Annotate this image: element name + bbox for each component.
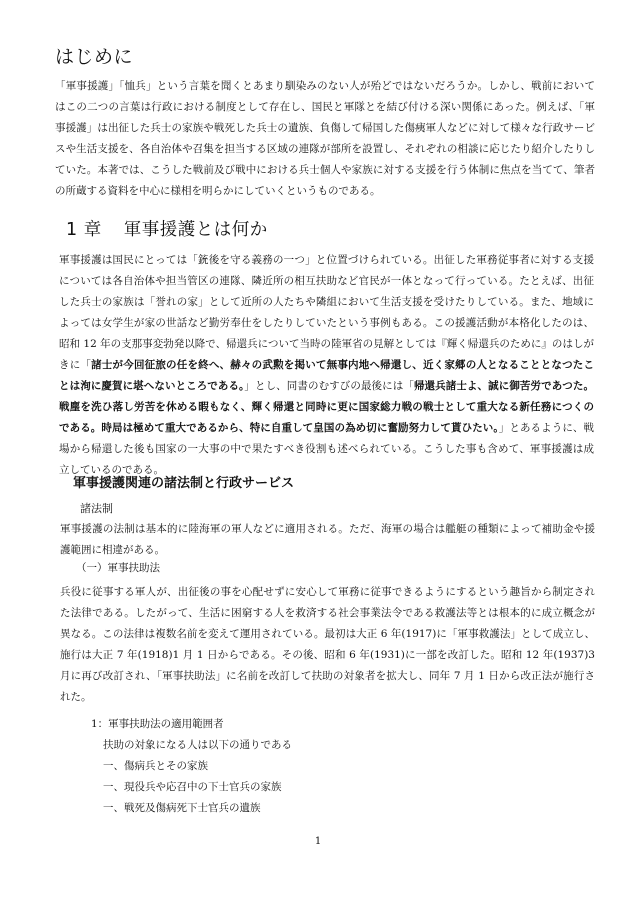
item-heading: （一）軍事扶助法 [76,562,160,574]
section-heading: 軍事援護関連の諸法制と行政サービス [73,476,295,491]
scope-lead: 扶助の対象になる人は以下の通りである [103,739,292,751]
chapter-paragraph [59,250,594,481]
page-title: はじめに [55,46,134,68]
scope-heading: 1：軍事扶助法の適用範囲者 [91,718,224,730]
chapter-title: 軍事援護とは何か [123,220,268,240]
chapter-quote-b: 帰還兵諸士よ、誠に御苦労であつた。戦塵を洗ひ落し労苦を休める暇もなく、輝く帰還と同時に更に国家総力戦の戦士として重大なる新任務につくのである。時局は極めて重大であるから、特に自重して皇国の為め切に奮励努力して貰ひたい。 [59,380,595,434]
intro-paragraph: 「軍事援護」「恤兵」という言葉を聞くとあまり馴染みのない人が殆どではないだろうか。しかし、戦前においてはこの二つの言葉は行政における制度として存在し、国民と軍隊とを結び付ける深い関係にあった。例えば、「軍事援護」は出征した兵士の家族や戦死した兵士の遺族、負傷して帰国した傷痍軍人などに対して様々な行政サービスや生活支援を、各自治体や召集を担当する区域の連隊が部所を設置し、それぞれの相談に応じたり紹介したりしていた。本著では、こうした戦前及び戦中における兵士個人や家族に対する支援を行う体制に焦点を当てて、筆者の所蔵する資料を中心に様相を明らかにしていくというものである。 [55,80,595,197]
chapter-heading [66,216,268,241]
chapter-text-a: 軍事援護は国民にとっては「銃後を守る義務の一つ」と位置づけられている。出征した軍務従事者に対する支援については各自治体や担当管区の連隊、隣近所の相互扶助など官民が一体となって行っている。たとえば、出征した兵士の家族は「誉れの家」として近所の人たちや隣組において生活支援を受けたりしている。また、地域によっては女学生が家の世話など勤労奉仕をしたりしていたという事例もある。この援護活動が本格化したのは、昭和 12 年の支那事変勃発以降で、帰還兵について当時の陸軍省の見解としては『輝く帰還兵のために』のはしがきに「 [59,254,594,371]
chapter-text-b: 」とし、同書のむすびの最後には「 [244,380,414,392]
list-item: 一、戦死及傷病死下士官兵の遺族 [103,802,261,814]
military-aid-paragraph: 兵役に従事する軍人が、出征後の事を心配せずに安心して軍務に従事できるようにするという趣旨から制定された法律である。したがって、生活に困窮する人を救済する社会事業法令である救護法等とは根本的に成立概念が異なる。この法律は複数名前を変えて運用されている。最初は大正 6 年(1917)に「軍事救護法」として成立し、施行は大正 7 年(1918)1 月 1 日からである。その後、昭和 6 年(1931)に一部を改訂した。昭和 12 年(1937)3 月に再び改訂され、「軍事扶助法」に名前を改訂して扶助の対象者を拡大し、同年 7 月 1 日から改正法が施行された。 [60,586,595,703]
page-number: 1 [314,836,322,847]
law-paragraph: 軍事援護の法制は基本的に陸海軍の軍人などに適用される。ただ、海軍の場合は艦艇の種類によって補助金や援護範囲に相違がある。 [60,523,595,556]
chapter-quote-a: 諸士が今回征旅の任を終へ、赫々の武勲を掲いて無事内地へ帰還し、近く家郷の人となることとなつたことは洵に慶賀に堪へないところである。 [59,359,595,392]
list-item: 一、傷病兵とその家族 [103,760,208,772]
chapter-text-c: 」とあるように、戦場から帰還した後も国家の一大事の中で果たすべき役割も述べられている。こうした事も含めて、軍事援護は成立しているのである。 [59,422,595,476]
chapter-number: 1 章 [66,220,102,240]
list-item: 一、現役兵や応召中の下士官兵の家族 [103,781,282,793]
subsection-heading: 諸法制 [80,502,113,515]
scope-list [91,714,292,819]
